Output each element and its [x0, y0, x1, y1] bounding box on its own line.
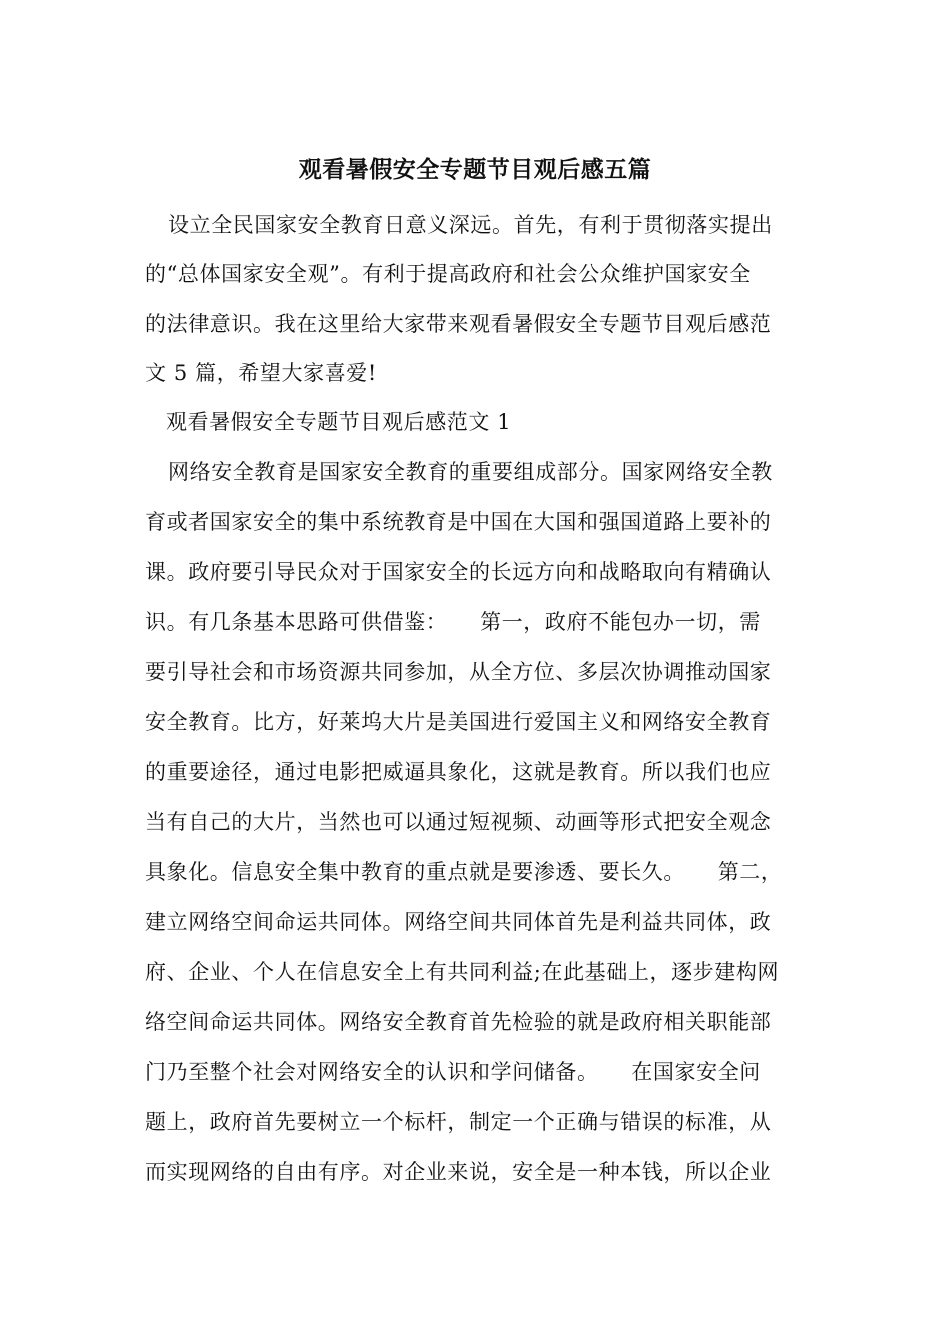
paragraph-line: 当有自己的大片，当然也可以通过短视频、动画等形式把安全观念	[145, 810, 772, 834]
paragraph-line: 要引导社会和市场资源共同参加，从全方位、多层次协调推动国家	[145, 660, 772, 684]
paragraph-line: 育或者国家安全的集中系统教育是中国在大国和强国道路上要补的	[145, 510, 772, 534]
paragraph-line: 门乃至整个社会对网络安全的认识和学问储备。 在国家安全问	[145, 1060, 761, 1084]
paragraph-line: 课。政府要引导民众对于国家安全的长远方向和战略取向有精确认	[145, 560, 772, 584]
paragraph-line: 设立全民国家安全教育日意义深远。首先，有利于贯彻落实提出	[168, 213, 773, 237]
paragraph-line: 文 5 篇，希望大家喜爱!	[145, 361, 377, 385]
paragraph-line: 的法律意识。我在这里给大家带来观看暑假安全专题节目观后感范	[145, 312, 772, 336]
paragraph-line: 建立网络空间命运共同体。网络空间共同体首先是利益共同体，政	[145, 910, 772, 934]
paragraph-line: 识。有几条基本思路可供借鉴： 第一，政府不能包办一切，需	[145, 610, 761, 634]
paragraph-line: 络空间命运共同体。网络安全教育首先检验的就是政府相关职能部	[145, 1010, 772, 1034]
paragraph-line: 题上，政府首先要树立一个标杆，制定一个正确与错误的标准，从	[145, 1110, 772, 1134]
paragraph-line: 的“总体国家安全观”。有利于提高政府和社会公众维护国家安全	[145, 262, 751, 286]
document-title: 观看暑假安全专题节目观后感五篇	[298, 156, 652, 183]
section-heading: 观看暑假安全专题节目观后感范文 1	[166, 410, 512, 434]
paragraph-line: 而实现网络的自由有序。对企业来说，安全是一种本钱，所以企业	[145, 1160, 772, 1184]
paragraph-line: 府、企业、个人在信息安全上有共同利益;在此基础上，逐步建构网	[145, 960, 780, 984]
paragraph-line: 安全教育。比方，好莱坞大片是美国进行爱国主义和网络安全教育	[145, 710, 772, 734]
paragraph-line: 的重要途径，通过电影把威逼具象化，这就是教育。所以我们也应	[145, 760, 772, 784]
paragraph-line: 具象化。信息安全集中教育的重点就是要渗透、要长久。 第二，	[145, 860, 783, 884]
paragraph-line: 网络安全教育是国家安全教育的重要组成部分。国家网络安全教	[168, 460, 773, 484]
